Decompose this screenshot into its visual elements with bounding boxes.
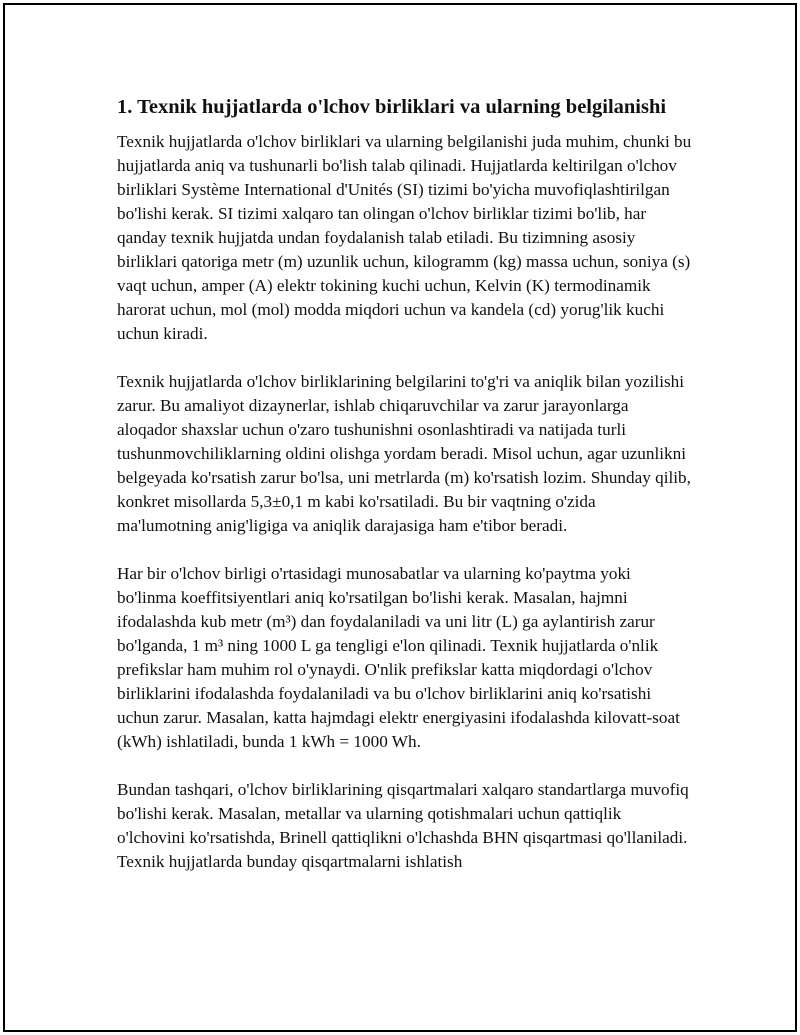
paragraph-abbreviations: Bundan tashqari, o'lchov birliklarining qisqartmalari xalqaro standartlarga muvofiq bo'lishi kerak. Masalan, metallar va ularning qotishmalari uchun qattiqlik o'lchovini ko'rsatishda, Brinell qattiqlikni o'lchashda BHN qisqartmasi qo'llaniladi. Texnik hujjatlarda bunday qisqartmalarni ishlatish	[117, 780, 689, 871]
section-heading: 1. Texnik hujjatlarda o'lchov birliklari va ularning belgilanishi	[117, 96, 667, 118]
paragraph-unit-symbols: Texnik hujjatlarda o'lchov birliklarining belgilarini to'g'ri va aniqlik bilan yozilishi zarur. Bu amaliyot dizaynerlar, ishlab chiqaruvchilar va zarur jarayonlarga aloqador shaxslar uchun o'zaro tushunishni osonlashtiradi va natijada turli tushunmovchiliklarning oldini olishga yordam beradi. Misol uchun, agar uzunlikni belgeyada ko'rsatish zarur bo'lsa, uni metrlarda (m) ko'rsatish lozim. Shunday qilib, konkret misollarda 5,3±0,1 m kabi ko'rsatiladi. Bu bir vaqtning o'zida ma'lumotning anig'ligiga va aniqlik darajasiga ham e'tibor beradi.	[117, 372, 691, 535]
document-body	[117, 94, 692, 898]
paragraph-unit-relations: Har bir o'lchov birligi o'rtasidagi munosabatlar va ularning ko'paytma yoki bo'linma koeffitsiyentlari aniq ko'rsatilgan bo'lishi kerak. Masalan, hajmni ifodalashda kub metr (m³) dan foydalaniladi va uni litr (L) ga aylantirish zarur bo'lganda, 1 m³ ning 1000 L ga tengligi e'lon qilinadi. Texnik hujjatlarda o'nlik prefikslar ham muhim rol o'ynaydi. O'nlik prefikslar katta miqdordagi o'lchov birliklarini ifodalashda foydalaniladi va bu o'lchov birliklarini aniq ko'rsatishi uchun zarur. Masalan, katta hajmdagi elektr energiyasini ifodalashda kilovatt-soat (kWh) ishlatiladi, bunda 1 kWh = 1000 Wh.	[117, 564, 680, 751]
paragraph-si-system: Texnik hujjatlarda o'lchov birliklari va ularning belgilanishi juda muhim, chunki bu hujjatlarda aniq va tushunarli bo'lish talab qilinadi. Hujjatlarda keltirilgan o'lchov birliklari Système International d'Unités (SI) tizimi bo'yicha muvofiqlashtirilgan bo'lishi kerak. SI tizimi xalqaro tan olingan o'lchov birliklar tizimi bo'lib, har qanday texnik hujjatda undan foydalanish talab etiladi. Bu tizimning asosiy birliklari qatoriga metr (m) uzunlik uchun, kilogramm (kg) massa uchun, soniya (s) vaqt uchun, amper (A) elektr tokining kuchi uchun, Kelvin (K) termodinamik harorat uchun, mol (mol) modda miqdori uchun va kandela (cd) yorug'lik kuchi uchun kiradi.	[117, 132, 692, 343]
